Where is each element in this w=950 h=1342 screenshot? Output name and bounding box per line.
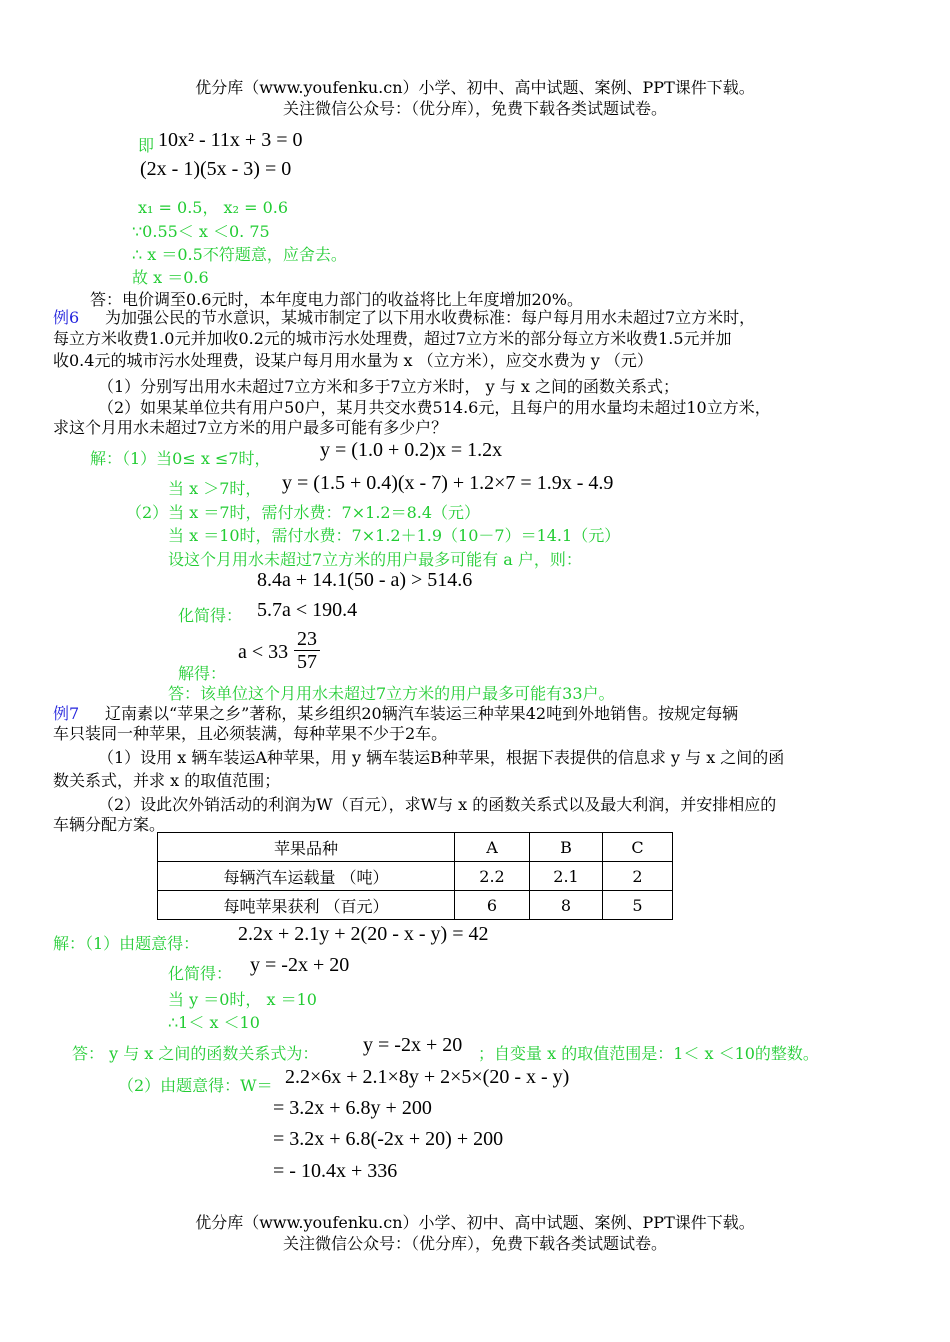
ex6-question-2b: 求这个月用水未超过7立方米的用户最多可能有多少户？: [53, 418, 448, 437]
ex7-answer-text-b: ；自变量 x 的取值范围是：1＜ x ＜10的整数。: [478, 1044, 819, 1063]
prev-ji: 即: [138, 136, 155, 155]
table-header-cell: 苹果品种: [158, 833, 455, 862]
table-cell: 每吨苹果获利 （百元）: [158, 891, 455, 920]
ex6-sol-4: 当 x ＝10时，需付水费：7×1.2＋1.9（10－7）＝14.1（元）: [168, 526, 621, 545]
ex6-sol-2-eq: y = (1.5 + 0.4)(x - 7) + 1.2×7 = 1.9x - 4.9: [282, 472, 614, 494]
ex7-question-1a: （1）设用 x 辆车装运A种苹果，用 y 辆车装运B种苹果，根据下表提供的信息求 y 与 x 之间的函: [98, 748, 785, 767]
table-cell: 6: [455, 891, 530, 920]
ex7-sol-2-text: 化简得：: [168, 964, 233, 983]
table-header-cell: B: [530, 833, 603, 862]
ex7-question-2a: （2）设此次外销活动的利润为W（百元），求W与 x 的函数关系式以及最大利润，并安排相应的: [98, 795, 777, 814]
header-line-1: 优分库（www.youfenku.cn）小学、初中、高中试题、案例、PPT课件下载。: [195, 78, 755, 97]
ex7-sol-1-text: 解：（1）由题意得：: [53, 934, 200, 953]
ex7-question-1b: 数关系式，并求 x 的取值范围；: [53, 771, 281, 790]
ex6-para-1: 为加强公民的节水意识，某城市制定了以下用水收费标准：每户每月用水未超过7立方米时，: [105, 308, 756, 327]
ex6-inequality-3: a < 33: [238, 641, 289, 663]
ex6-simplify-label: 化简得：: [178, 606, 243, 625]
ex7-sol-3: 当 y ＝0时， x ＝10: [168, 990, 317, 1009]
table-cell: 每辆汽车运载量 （吨）: [158, 862, 455, 891]
ex7-sol-4: ∴1＜ x ＜10: [168, 1013, 260, 1032]
ex6-fraction-numerator: 23: [297, 628, 317, 650]
prev-hence: 故 x ＝0.6: [132, 268, 209, 287]
ex7-para-2: 车只装同一种苹果，且必须装满，每种苹果不少于2车。: [53, 724, 448, 743]
prev-eq2: (2x - 1)(5x - 3) = 0: [140, 158, 292, 180]
ex6-solve-label: 解得：: [178, 664, 227, 683]
table-row: [158, 891, 673, 920]
ex7-answer-eq: y = -2x + 20: [363, 1034, 463, 1056]
ex6-para-3: 收0.4元的城市污水处理费，设某户每月用水量为 x （立方米），应交水费为 y （元）: [53, 351, 653, 370]
ex7-w-eq-4: = - 10.4x + 336: [273, 1160, 398, 1182]
ex7-sol-1-eq: 2.2x + 2.1y + 2(20 - x - y) = 42: [238, 923, 489, 945]
footer-line-2: 关注微信公众号：（优分库），免费下载各类试题试卷。: [282, 1234, 667, 1253]
table-header-cell: A: [455, 833, 530, 862]
ex6-sol-3: （2）当 x ＝7时，需付水费：7×1.2＝8.4（元）: [126, 503, 481, 522]
ex7-w-eq-3: = 3.2x + 6.8(-2x + 20) + 200: [273, 1128, 504, 1150]
ex6-sol-2-text: 当 x ＞7时，: [168, 479, 262, 498]
footer-line-1: 优分库（www.youfenku.cn）小学、初中、高中试题、案例、PPT课件下载。: [195, 1213, 755, 1232]
ex7-question-2b: 车辆分配方案。: [53, 815, 166, 834]
ex6-sol-1-eq: y = (1.0 + 0.2)x = 1.2x: [320, 439, 503, 461]
table-cell: 2.2: [455, 862, 530, 891]
ex7-w-eq-2: = 3.2x + 6.8y + 200: [273, 1097, 432, 1119]
table-cell: 2.1: [530, 862, 603, 891]
ex6-inequality-2: 5.7a < 190.4: [257, 599, 358, 621]
ex6-answer: 答：该单位这个月用水未超过7立方米的用户最多可能有33户。: [168, 684, 615, 703]
ex6-question-2a: （2）如果某单位共有用户50户，某月共交水费514.6元，且每户的用水量均未超过10立方米，: [98, 398, 771, 417]
ex7-w-eq-1: 2.2×6x + 2.1×8y + 2×5×(20 - x - y): [285, 1066, 570, 1088]
ex7-w-text: （2）由题意得：W＝: [118, 1076, 273, 1095]
ex6-inequality-1: 8.4a + 14.1(50 - a) > 514.6: [257, 569, 473, 591]
table-cell: 5: [603, 891, 673, 920]
header-line-2: 关注微信公众号：（优分库），免费下载各类试题试卷。: [282, 99, 667, 118]
ex7-answer-text-a: 答： y 与 x 之间的函数关系式为：: [72, 1044, 319, 1063]
table-header-row: [158, 833, 673, 862]
table-row: [158, 862, 673, 891]
ex6-fraction: [294, 628, 320, 673]
table-cell: 8: [530, 891, 603, 920]
ex6-sol-1-text: 解：（1）当0≤ x ≤7时，: [90, 449, 271, 468]
apple-info-table: [157, 832, 673, 920]
ex6-para-2: 每立方米收费1.0元并加收0.2元的城市污水处理费，超过7立方米的部分每立方米收费1.5元并加: [53, 329, 732, 348]
ex7-label: 例7: [53, 704, 80, 723]
ex6-sol-5: 设这个月用水未超过7立方米的用户最多可能有 a 户，则：: [168, 550, 582, 569]
ex7-sol-2-eq: y = -2x + 20: [250, 954, 350, 976]
ex6-question-1: （1）分别写出用水未超过7立方米和多于7立方米时， y 与 x 之间的函数关系式；: [98, 377, 679, 396]
table-cell: 2: [603, 862, 673, 891]
prev-eq1: 10x² - 11x + 3 = 0: [158, 129, 303, 151]
ex6-label: 例6: [53, 308, 80, 327]
table-header-cell: C: [603, 833, 673, 862]
ex7-para-1: 辽南素以“苹果之乡”著称，某乡组织20辆汽车装运三种苹果42吨到外地销售。按规定每辆: [105, 704, 739, 723]
prev-roots: x₁ = 0.5， x₂ = 0.6: [138, 198, 289, 217]
prev-since: ∵0.55＜ x ＜0. 75: [132, 222, 270, 241]
prev-therefore: ∴ x ＝0.5不符题意，应舍去。: [132, 245, 347, 264]
prev-answer: 答：电价调至0.6元时，本年度电力部门的收益将比上年度增加20%。: [90, 290, 584, 309]
ex6-fraction-denominator: 57: [294, 650, 320, 673]
